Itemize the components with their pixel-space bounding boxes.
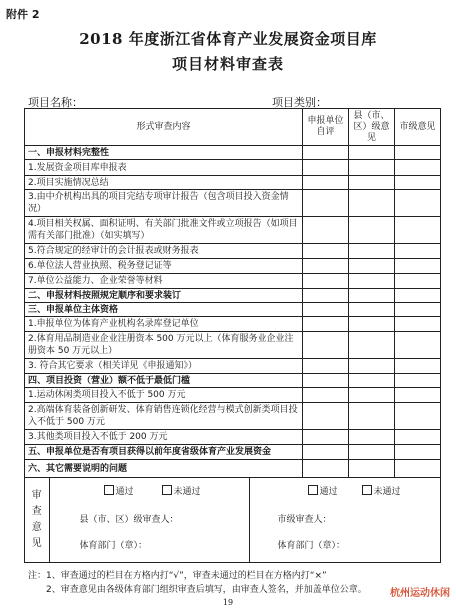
city-dept-label: 体育部门（章）： [277,541,346,551]
city-pass-label: 通过 [319,487,338,497]
county-cell[interactable] [349,445,395,460]
checkbox-icon[interactable] [162,485,172,495]
self-eval-cell[interactable] [303,274,349,289]
county-fail-label: 未通过 [173,487,201,497]
checkbox-icon[interactable] [104,485,114,495]
self-eval-cell[interactable] [303,160,349,176]
county-cell[interactable] [349,430,395,445]
table-row [25,303,441,317]
attachment-label: 附件 2 [6,8,40,21]
self-eval-cell[interactable] [303,190,349,217]
row-content: 2.体育用品制造业企业注册资本 500 万元以上（体育服务业企业注册资本 50 万元以上） [25,332,303,359]
county-cell[interactable] [349,217,395,244]
header-county-opinion: 县（市、区）级意见 [349,109,395,146]
county-cell[interactable] [349,460,395,478]
city-cell[interactable] [395,445,441,460]
table-header-row [25,109,441,146]
table-row [25,317,441,332]
self-eval-cell[interactable] [303,460,349,478]
county-cell[interactable] [349,374,395,388]
table-row [25,430,441,445]
project-type-label: 项目类别： [272,96,327,109]
county-cell[interactable] [349,317,395,332]
row-content: 2.项目实施情况总结 [25,176,303,190]
table-row [25,259,441,274]
city-cell[interactable] [395,160,441,176]
table-row [25,146,441,160]
review-opinion-row [25,478,441,563]
city-cell[interactable] [395,176,441,190]
self-eval-cell[interactable] [303,259,349,274]
table-row [25,190,441,217]
row-content: 三、申报单位主体资格 [25,303,303,317]
county-cell[interactable] [349,176,395,190]
city-cell[interactable] [395,146,441,160]
city-cell[interactable] [395,289,441,303]
self-eval-cell[interactable] [303,244,349,259]
row-content: 1.运动休闲类项目投入不低于 500 万元 [25,388,303,403]
city-fail-label: 未通过 [373,487,401,497]
self-eval-cell[interactable] [303,317,349,332]
table-row [25,332,441,359]
table-row [25,403,441,430]
checkbox-icon[interactable] [362,485,372,495]
page-number: 19 [222,598,234,607]
city-reviewer-label: 市级审查人： [277,515,332,525]
city-cell[interactable] [395,359,441,374]
self-eval-cell[interactable] [303,303,349,317]
county-cell[interactable] [349,332,395,359]
city-fail-option[interactable] [362,484,401,497]
city-review-box [249,478,440,562]
county-cell[interactable] [349,359,395,374]
row-content: 2.高端体育装备创新研发、体育销售连锁化经营与模式创新类项目投入不低于 500 万元 [25,403,303,430]
city-cell[interactable] [395,430,441,445]
row-content: 3.由中介机构出具的项目完结专项审计报告（包含项目投入资金情况） [25,190,303,217]
watermark-logo: 杭州运动休闲 [390,588,450,599]
row-content: 1.发展资金项目库申报表 [25,160,303,176]
city-cell[interactable] [395,244,441,259]
county-pass-option[interactable] [104,484,134,497]
row-content: 7.单位公益能力、企业荣誉等材料 [25,274,303,289]
table-row [25,176,441,190]
county-cell[interactable] [349,274,395,289]
row-content: 6.单位法人营业执照、税务登记证等 [25,259,303,274]
city-cell[interactable] [395,317,441,332]
county-cell[interactable] [349,190,395,217]
county-dept-label: 体育部门（章）： [79,541,148,551]
review-label [25,478,49,562]
self-eval-cell[interactable] [303,176,349,190]
table-row [25,374,441,388]
county-cell[interactable] [349,146,395,160]
county-cell[interactable] [349,244,395,259]
county-cell[interactable] [349,403,395,430]
county-cell[interactable] [349,289,395,303]
city-cell[interactable] [395,403,441,430]
table-row [25,244,441,259]
self-eval-cell[interactable] [303,403,349,430]
self-eval-cell[interactable] [303,217,349,244]
city-cell[interactable] [395,374,441,388]
city-cell[interactable] [395,274,441,289]
city-cell[interactable] [395,190,441,217]
self-eval-cell[interactable] [303,388,349,403]
county-cell[interactable] [349,160,395,176]
note-2: 2、审查意见由各级体育部门组织审查后填写，由审查人签名，并加盖单位公章。 [46,585,367,595]
city-pass-option[interactable] [308,484,338,497]
row-content: 1.申报单位为体育产业机构名录库登记单位 [25,317,303,332]
row-content: 六、其它需要说明的问题 [25,460,303,478]
page-title: 2018 年度浙江省体育产业发展资金项目库 [79,30,377,48]
city-cell[interactable] [395,388,441,403]
county-cell[interactable] [349,388,395,403]
city-cell[interactable] [395,259,441,274]
row-content: 一、申报材料完整性 [25,146,303,160]
table-row [25,388,441,403]
page-subtitle: 项目材料审查表 [171,55,284,73]
self-eval-cell[interactable] [303,146,349,160]
header-content: 形式审查内容 [25,109,303,146]
note-1: 注：1、审查通过的栏目在方格内打“√”，审查未通过的栏目在方格内打“×” [28,571,327,581]
row-content: 4.项目相关权属、面积证明、有关部门批准文件或立项报告（如项目需有关部门批准）（如实填写） [25,217,303,244]
county-cell[interactable] [349,259,395,274]
row-content: 5.符合规定的经审计的会计报表或财务报表 [25,244,303,259]
table-row [25,160,441,176]
county-reviewer-label: 县（市、区）级审查人： [79,515,179,525]
county-pass-label: 通过 [115,487,134,497]
city-cell[interactable] [395,303,441,317]
county-fail-option[interactable] [162,484,201,497]
table-row [25,289,441,303]
self-eval-cell[interactable] [303,445,349,460]
self-eval-cell[interactable] [303,332,349,359]
review-label-text: 审查意见 [31,490,42,549]
table-row [25,445,441,460]
self-eval-cell[interactable] [303,359,349,374]
header-self-eval: 申报单位自评 [303,109,349,146]
row-content: 四、项目投资（营业）额不低于最低门槛 [25,374,303,388]
county-cell[interactable] [349,303,395,317]
table-row [25,274,441,289]
table-row [25,359,441,374]
project-name-label: 项目名称： [28,96,83,109]
table-row [25,217,441,244]
review-table [24,108,441,563]
county-review-box [49,478,249,562]
self-eval-cell[interactable] [303,374,349,388]
city-cell[interactable] [395,332,441,359]
header-city-opinion: 市级意见 [395,109,441,146]
row-content: 五、申报单位是否有项目获得以前年度省级体育产业发展资金 [25,445,303,460]
row-content: 3. 符合其它要求（相关详见《申报通知》） [25,359,303,374]
city-cell[interactable] [395,460,441,478]
city-cell[interactable] [395,217,441,244]
self-eval-cell[interactable] [303,289,349,303]
checkbox-icon[interactable] [308,485,318,495]
self-eval-cell[interactable] [303,430,349,445]
row-content: 3.其他类项目投入不低于 200 万元 [25,430,303,445]
table-row [25,460,441,478]
row-content: 二、申报材料按照规定顺序和要求装订 [25,289,303,303]
